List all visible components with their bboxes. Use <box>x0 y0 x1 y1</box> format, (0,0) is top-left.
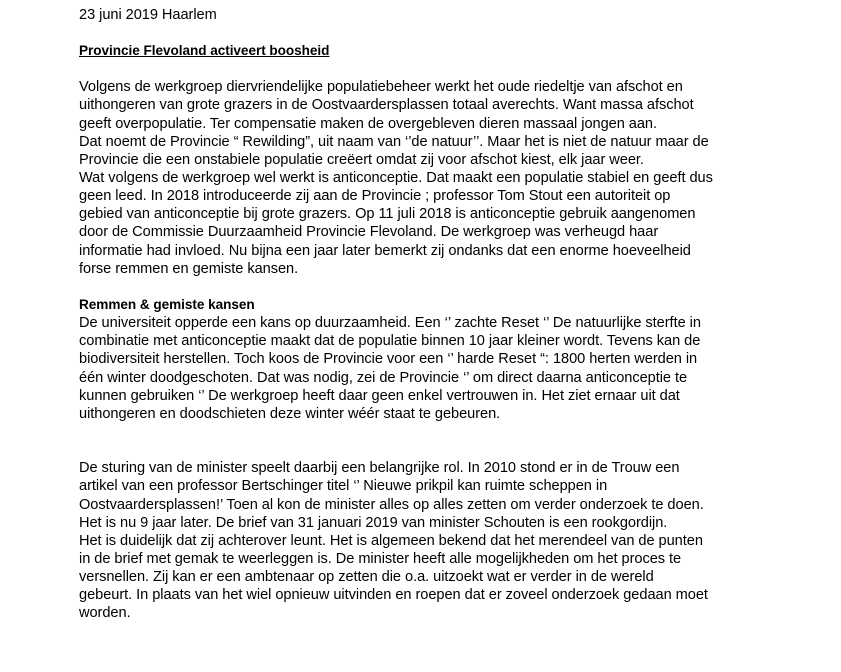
paragraph-line: De universiteit opperde een kans op duurzaamheid. Een ‘’ zachte Reset ‘’ De natuurlijke sterfte in <box>79 315 701 332</box>
paragraph-line: kunnen gebruiken ‘’ De werkgroep heeft daar geen enkel vertrouwen in. Het ziet ernaar uit dat <box>79 387 680 404</box>
paragraph-line: Het is nu 9 jaar later. De brief van 31 januari 2019 van minister Schouten is een rookgordijn. <box>79 514 668 531</box>
paragraph-line: forse remmen en gemiste kansen. <box>79 260 299 277</box>
document-page <box>79 6 779 623</box>
paragraph-line: De sturing van de minister speelt daarbij een belangrijke rol. In 2010 stond er in de Trouw een <box>79 460 680 477</box>
paragraph-spacer <box>79 423 779 459</box>
section-subheading: Remmen & gemiste kansen <box>79 296 255 312</box>
paragraph-line: worden. <box>79 605 131 622</box>
paragraph-line: gebied van anticonceptie bij grote grazers. Op 11 juli 2018 is anticonceptie gebruik aangenomen <box>79 206 696 223</box>
paragraph-line: in de brief met gemak te weerleggen is. De minister heeft alle mogelijkheden om het proces te <box>79 550 682 567</box>
paragraph-line: artikel van een professor Bertschinger titel ‘’ Nieuwe prikpil kan ruimte scheppen in <box>79 478 608 495</box>
paragraph-line: door de Commissie Duurzaamheid Provincie Flevoland. De werkgroep was verheugd haar <box>79 224 659 241</box>
paragraph-line: biodiversiteit herstellen. Toch koos de Provincie voor een ‘’ harde Reset “: 1800 herten werden in <box>79 351 698 368</box>
date-line: 23 juni 2019 Haarlem <box>79 7 217 23</box>
paragraph-line: geen leed. In 2018 introduceerde zij aan de Provincie ; professor Tom Stout een autoriteit op <box>79 188 671 205</box>
paragraph-line: uithongeren van grote grazers in de Oostvaardersplassen totaal averechts. Want massa afschot <box>79 97 694 114</box>
paragraph-line: Wat volgens de werkgroep wel werkt is anticonceptie. Dat maakt een populatie stabiel en geeft dus <box>79 169 713 186</box>
paragraph-line: versnellen. Zij kan er een ambtenaar op zetten die o.a. uitzoekt wat er verder in de wereld <box>79 569 654 586</box>
paragraph-line: Oostvaardersplassen!’ Toen al kon de minister alles op alles zetten om verder onderzoek te doen. <box>79 496 704 513</box>
paragraph-3 <box>79 459 779 622</box>
paragraph-line: Het is duidelijk dat zij achterover leunt. Het is algemeen bekend dat het merendeel van de punten <box>79 532 703 549</box>
paragraph-line: Volgens de werkgroep diervriendelijke populatiebeheer werkt het oude riedeltje van afschot en <box>79 79 683 96</box>
paragraph-line: één winter doodgeschoten. Dat was nodig, zei de Provincie ‘’ om direct daarna anticonceptie te <box>79 369 688 386</box>
paragraph-line: gebeurt. In plaats van het wiel opnieuw uitvinden en roepen dat er zoveel onderzoek gedaan moet <box>79 587 708 604</box>
paragraph-line: Dat noemt de Provincie “ Rewilding”, uit naam van ‘’de natuur’’. Maar het is niet de natuur maar de <box>79 133 709 150</box>
paragraph-2 <box>79 314 779 423</box>
paragraph-line: combinatie met anticonceptie maakt dat de populatie binnen 10 jaar kleiner wordt. Tevens kan de <box>79 333 701 350</box>
paragraph-1 <box>79 78 779 278</box>
paragraph-line: uithongeren en doodschieten deze winter wéér staat te gebeuren. <box>79 405 501 422</box>
paragraph-line: informatie had invloed. Nu bijna een jaar later bemerkt zij ondanks dat een enorme hoeveelheid <box>79 242 691 259</box>
document-title: Provincie Flevoland activeert boosheid <box>79 42 330 58</box>
paragraph-line: Provincie die een onstabiele populatie creëert omdat zij voor afschot kiest, elk jaar weer. <box>79 151 644 168</box>
paragraph-spacer <box>79 278 779 296</box>
paragraph-line: geeft overpopulatie. Ter compensatie maken de overgebleven dieren massaal jongen aan. <box>79 115 657 132</box>
